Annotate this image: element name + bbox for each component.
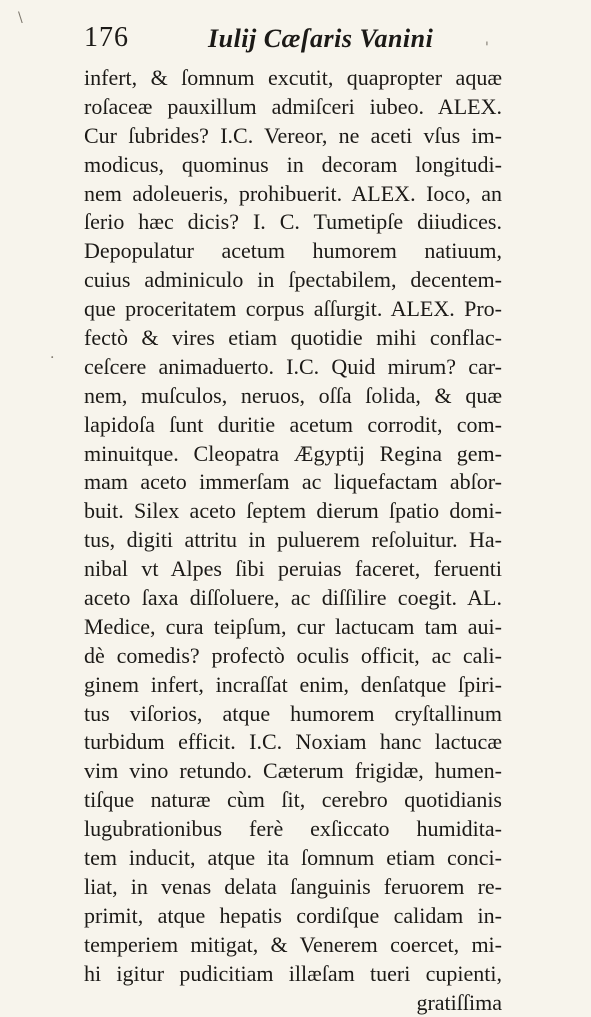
text-line: cuius adminiculo in ſpectabilem, decentem-: [84, 266, 502, 295]
text-line: hi igitur pudicitiam illæſam tueri cupienti,: [84, 960, 502, 989]
text-line: Cur ſubrides? I.C. Vereor, ne aceti vſus im-: [84, 122, 502, 151]
text-line: ſerio hæc dicis? I. C. Tumetipſe diiudices.: [84, 208, 502, 237]
text-line: ceſcere animaduerto. I.C. Quid mirum? car-: [84, 353, 502, 382]
margin-mark: \: [18, 10, 23, 26]
text-line: que proceritatem corpus aſſurgit. ALEX. Pro-: [84, 295, 502, 324]
text-line: infert, & ſomnum excutit, quapropter aquæ: [84, 64, 502, 93]
text-line: mam aceto immerſam ac liquefactam abſor-: [84, 468, 502, 497]
text-line: Depopulatur acetum humorem natiuum,: [84, 237, 502, 266]
margin-mark: ': [485, 40, 489, 56]
text-line: lapidoſa ſunt duritie acetum corrodit, com-: [84, 411, 502, 440]
text-line: primit, atque hepatis cordiſque calidam in-: [84, 902, 502, 931]
text-line: aceto ſaxa diſſoluere, ac diſſilire coegit. AL.: [84, 584, 502, 613]
text-line: lugubrationibus ferè exſiccato humidita-: [84, 815, 502, 844]
text-line: roſaceæ pauxillum admiſceri iubeo. ALEX.: [84, 93, 502, 122]
text-line: ginem infert, incraſſat enim, denſatque ſpiri-: [84, 671, 502, 700]
text-line: nem, muſculos, neruos, oſſa ſolida, & quæ: [84, 382, 502, 411]
text-line: nibal vt Alpes ſibi peruias faceret, feruenti: [84, 555, 502, 584]
text-line: dè comedis? profectò oculis officit, ac cali-: [84, 642, 502, 671]
catchword: gratiſſima: [84, 989, 502, 1017]
text-line: Medice, cura teipſum, cur lactucam tam aui-: [84, 613, 502, 642]
text-line: tus viſorios, atque humorem cryſtallinum: [84, 700, 502, 729]
text-line: tem inducit, atque ita ſomnum etiam conci-: [84, 844, 502, 873]
margin-mark: ·: [50, 350, 54, 366]
text-line: tus, digiti attritu in puluerem reſoluitur. Ha-: [84, 526, 502, 555]
page-header: [84, 22, 514, 62]
text-line: turbidum efficit. I.C. Noxiam hanc lactucæ: [84, 728, 502, 757]
page-number: 176: [84, 22, 129, 54]
text-line: buit. Silex aceto ſeptem dierum ſpatio domi-: [84, 497, 502, 526]
text-line: fectò & vires etiam quotidie mihi conflac-: [84, 324, 502, 353]
body-text: [84, 64, 502, 1017]
text-line: modicus, quominus in decoram longitudi-: [84, 151, 502, 180]
running-head: Iulij Cæſaris Vanini: [208, 24, 433, 54]
text-line: minuitque. Cleopatra Ægyptij Regina gem-: [84, 440, 502, 469]
text-line: tiſque naturæ cùm ſit, cerebro quotidianis: [84, 786, 502, 815]
text-line: nem adoleueris, prohibuerit. ALEX. Ioco, an: [84, 180, 502, 209]
text-line: temperiem mitigat, & Venerem coercet, mi-: [84, 931, 502, 960]
text-line: vim vino retundo. Cæterum frigidæ, humen-: [84, 757, 502, 786]
text-line: liat, in venas delata ſanguinis feruorem re-: [84, 873, 502, 902]
